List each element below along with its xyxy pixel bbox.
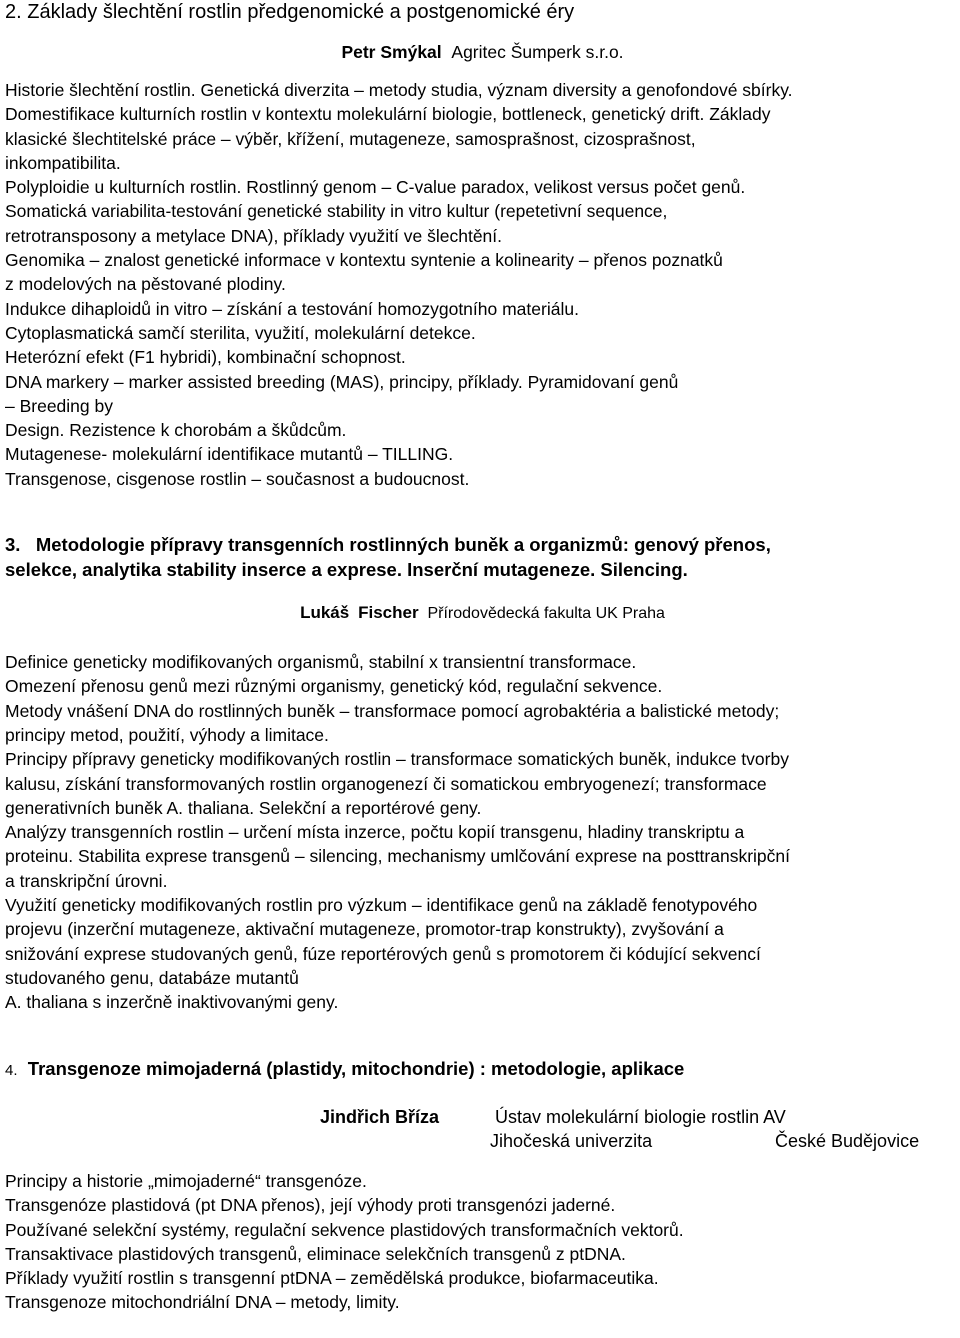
section-3-line: A. thaliana s inzerčně inaktivovanými geny. <box>5 992 339 1013</box>
section-3-author <box>5 602 960 625</box>
section-3-line: Využití geneticky modifikovaných rostlin pro výzkum – identifikace genů na základě fenotypového <box>5 895 758 916</box>
section-2-line: Domestifikace kulturních rostlin v kontextu molekulární biologie, bottleneck, genetický drift. Základy <box>5 104 771 125</box>
section-2-heading: 2. Základy šlechtění rostlin předgenomické a postgenomické éry <box>5 1 575 23</box>
section-3-line: studovaného genu, databáze mutantů <box>5 967 299 988</box>
section-4-line: Transgenóze plastidová (pt DNA přenos), její výhody proti transgenózi jaderné. <box>5 1195 616 1216</box>
section-4-heading-text: Transgenoze mimojaderná (plastidy, mitochondrie) : metodologie, aplikace <box>27 1057 685 1079</box>
section-2-line: Transgenose, cisgenose rostlin – současnost a budoucnost. <box>5 468 470 489</box>
section-4-body <box>5 1169 960 1315</box>
section-4-author-city: České Budějovice <box>775 1131 920 1151</box>
section-3-author-last: Fischer <box>358 603 419 623</box>
section-3-line: snižování exprese studovaných genů, fúze reportérových genů s promotorem či kódující sekvencí <box>5 943 761 964</box>
section-4-line: Transgenoze mitochondriální DNA – metody, limity. <box>5 1292 400 1313</box>
section-2-author-affiliation: Agritec Šumperk s.r.o. <box>451 42 624 62</box>
section-2-line: Heterózní efekt (F1 hybridi), kombinační schopnost. <box>5 347 406 368</box>
section-2-line: retrotransposony a metylace DNA), příklady využití ve šlechtění. <box>5 225 503 246</box>
section-3-line: projevu (inzerční mutageneze, aktivační mutageneze, promotor-trap konstrukty), zvyšování a <box>5 919 724 940</box>
section-3-body <box>5 650 960 1014</box>
section-3-line: Metody vnášení DNA do rostlinných buněk – transformace pomocí agrobaktéria a balistické metody; <box>5 700 780 721</box>
section-3-number: 3. <box>5 534 21 556</box>
section-3-heading-line2: selekce, analytika stability inserce a exprese. Inserční mutageneze. Silencing. <box>5 558 688 580</box>
section-2-author-name: Petr Smýkal <box>341 42 442 62</box>
section-3-author-affiliation: Přírodovědecká fakulta UK Praha <box>427 605 665 623</box>
section-3-line: proteinu. Stabilita exprese transgenů – silencing, mechanismy umlčování exprese na posttranskripční <box>5 846 790 867</box>
section-4-line: Používané selekční systémy, regulační sekvence plastidových transformačních vektorů. <box>5 1219 684 1240</box>
section-4-line: Příklady využití rostlin s transgenní ptDNA – zemědělská produkce, biofarmaceutika. <box>5 1268 659 1289</box>
section-3-line: Definice geneticky modifikovaných organismů, stabilní x transientní transformace. <box>5 652 637 673</box>
section-4-number: 4. <box>5 1061 18 1079</box>
section-3-line: Omezení přenosu genů mezi různými organismy, genetický kód, regulační sekvence. <box>5 676 663 697</box>
section-3-line: kalusu, získání transformovaných rostlin organogenezí či somatickou embryogenezí; transformace <box>5 773 767 794</box>
section-3-line: a transkripční úrovni. <box>5 870 168 891</box>
section-2-line: – Breeding by <box>5 395 113 416</box>
section-2-line: Indukce dihaploidů in vitro – získání a testování homozygotního materiálu. <box>5 298 579 319</box>
section-3-line: Analýzy transgenních rostlin – určení místa inzerce, počtu kopií transgenu, hladiny transkriptu a <box>5 822 745 843</box>
section-4-author-university: Jihočeská univerzita <box>490 1131 653 1151</box>
section-4-author <box>5 1105 960 1157</box>
section-2-line: Design. Rezistence k chorobám a škůdcům. <box>5 420 347 441</box>
section-4-author-institute: Ústav molekulární biologie rostlin AV <box>495 1107 786 1127</box>
section-2-line: Mutagenese- molekulární identifikace mutantů – TILLING. <box>5 444 454 465</box>
section-2-line: Cytoplasmatická samčí sterilita, využití, molekulární detekce. <box>5 322 476 343</box>
section-4-author-name: Jindřich Bříza <box>320 1107 440 1127</box>
section-4-line: Transaktivace plastidových transgenů, eliminace selekčních transgenů z ptDNA. <box>5 1243 626 1264</box>
section-2-line: Historie šlechtění rostlin. Genetická diverzita – metody studia, význam diversity a genofondové sbírky. <box>5 80 793 100</box>
section-3-line: principy metod, použití, výhody a limitace. <box>5 724 329 745</box>
section-2-body <box>5 78 960 491</box>
section-2-line: klasické šlechtitelské práce – výběr, křížení, mutageneze, samosprašnost, cizosprašnost, <box>5 128 696 149</box>
section-2-line: DNA markery – marker assisted breeding (MAS), principy, příklady. Pyramidovaní genů <box>5 371 679 392</box>
section-3-line: Principy přípravy geneticky modifikovaných rostlin – transformace somatických buněk, indukce tvorby <box>5 749 789 770</box>
section-4-heading <box>5 1057 960 1084</box>
section-3-heading <box>5 533 960 582</box>
section-2-line: Somatická variabilita-testování genetické stability in vitro kultur (repetetivní sequence, <box>5 201 668 222</box>
section-2-line: Genomika – znalost genetické informace v kontextu syntenie a kolinearity – přenos poznatků <box>5 250 723 271</box>
section-2-line: z modelových na pěstované plodiny. <box>5 274 286 295</box>
section-3-author-first: Lukáš <box>300 603 350 623</box>
section-3-heading-line1: Metodologie přípravy transgenních rostlinných buněk a organizmů: genový přenos, <box>35 534 771 556</box>
section-3-line: generativních buněk A. thaliana. Selekční a reportérové geny. <box>5 797 482 818</box>
section-2-line: inkompatibilita. <box>5 152 121 173</box>
section-2-line: Polyploidie u kulturních rostlin. Rostlinný genom – C-value paradox, velikost versus počet genů. <box>5 177 746 198</box>
section-4-line: Principy a historie „mimojaderné“ transgenóze. <box>5 1171 367 1191</box>
section-2-author <box>5 41 960 63</box>
